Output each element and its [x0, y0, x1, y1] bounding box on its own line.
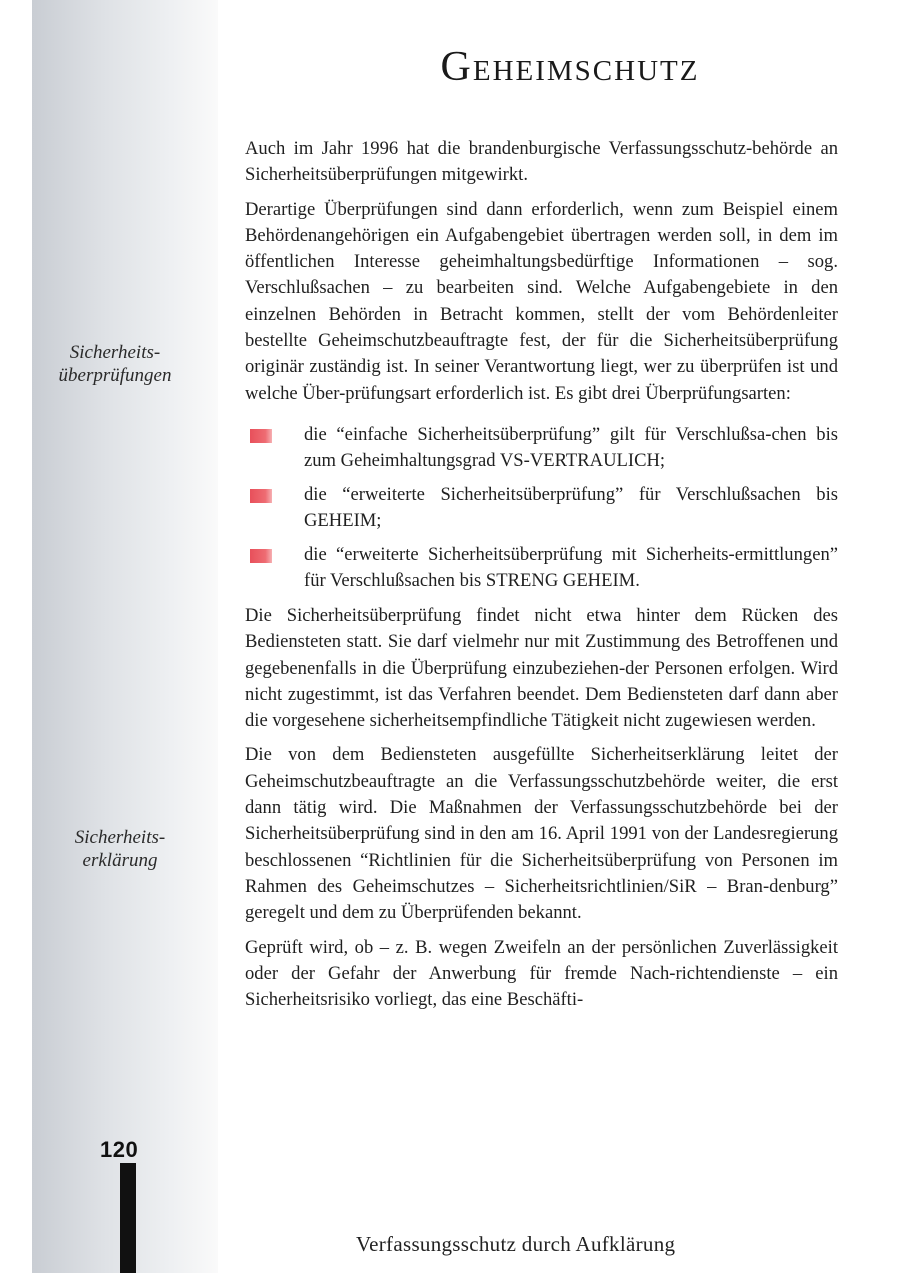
bullet-marker-icon — [250, 489, 272, 503]
paragraph: Die Sicherheitsüberprüfung findet nicht etwa hinter dem Rücken des Bediensteten statt. Sie darf vielmehr nur mit Zustimmung des Betroffenen und gegebenenfalls in die Überprüfung einzubeziehen-der Personen erfolgen. Wird nicht zugestimmt, ist das Verfahren beendet. Dem Bediensteten darf dann aber die vorgesehene sicherheitsempfindliche Tätigkeit nicht zugewiesen werden. — [245, 604, 838, 732]
list-item — [245, 422, 838, 474]
list-item-text: die “erweiterte Sicherheitsüberprüfung mit Sicherheits-ermittlungen” für Verschlußsachen bis STRENG GEHEIM. — [304, 543, 838, 591]
bullet-list — [245, 422, 838, 594]
paragraph: Die von dem Bediensteten ausgefüllte Sicherheitserklärung leitet der Geheimschutzbeauftragte an die Verfassungsschutzbehörde weiter, die erst dann tätig wird. Die Maßnahmen der Verfassungsschutzbehörde bei der Sicherheitsüberprüfung sind in den am 16. April 1991 von der Landesregierung beschlossenen “Richtlinien für die Sicherheitsüberprüfung von Personen im Rahmen des Geheimschutzes – Sicherheitsrichtlinien/SiR – Bran-denburg” geregelt und dem zu Überprüfenden bekannt. — [245, 744, 838, 924]
side-label-sicherheitserklaerung — [45, 826, 195, 872]
side-label-sicherheitsueberpruefungen — [40, 341, 190, 387]
page-title: Geheimschutz — [440, 44, 700, 90]
margin-bar — [32, 0, 218, 1273]
list-item-text: die “einfache Sicherheitsüberprüfung” gilt für Verschlußsa-chen bis zum Geheimhaltungsgrad VS-VERTRAULICH; — [304, 423, 838, 471]
page-footer: Verfassungsschutz durch Aufklärung — [356, 1232, 676, 1256]
page-number: 120 — [100, 1137, 139, 1162]
side-label-line: erklärung — [82, 850, 158, 871]
page-number-bar — [120, 1163, 136, 1273]
list-item — [245, 542, 838, 594]
side-label-line: Sicherheits- — [69, 342, 161, 363]
paragraph: Geprüft wird, ob – z. B. wegen Zweifeln an der persönlichen Zuverlässigkeit oder der Gefahr der Anwerbung für fremde Nach-richtendienste – ein Sicherheitsrisiko vorliegt, das eine Beschäfti- — [245, 936, 838, 1011]
side-label-line: Sicherheits- — [74, 827, 166, 848]
paragraph: Derartige Überprüfungen sind dann erforderlich, wenn zum Beispiel einem Behördenangehörigen ein Aufgabengebiet übertragen werden soll, in dem im öffentlichen Interesse geheimhaltungsbedürftige Informationen – sog. Verschlußsachen – zu bearbeiten sind. Welche Aufgabengebiete in den einzelnen Behörden in Betracht kommen, stellt der vom Behördenleiter bestellte Geheimschutzbeauftragte fest, der für die Sicherheitsüberprüfung originär zuständig ist. In seiner Verantwortung liegt, wer zu überprüfen ist und welche Über-prüfungsart erforderlich ist. Es gibt drei Überprüfungsarten: — [245, 198, 838, 404]
list-item-text: die “erweiterte Sicherheitsüberprüfung” für Verschlußsachen bis GEHEIM; — [304, 483, 838, 531]
main-content — [245, 136, 838, 1021]
bullet-marker-icon — [250, 549, 272, 563]
paragraph: Auch im Jahr 1996 hat die brandenburgische Verfassungsschutz-behörde an Sicherheitsüberprüfungen mitgewirkt. — [245, 138, 838, 186]
bullet-marker-icon — [250, 429, 272, 443]
side-label-line: überprüfungen — [58, 365, 172, 386]
list-item — [245, 482, 838, 534]
page-edge — [0, 0, 32, 1273]
